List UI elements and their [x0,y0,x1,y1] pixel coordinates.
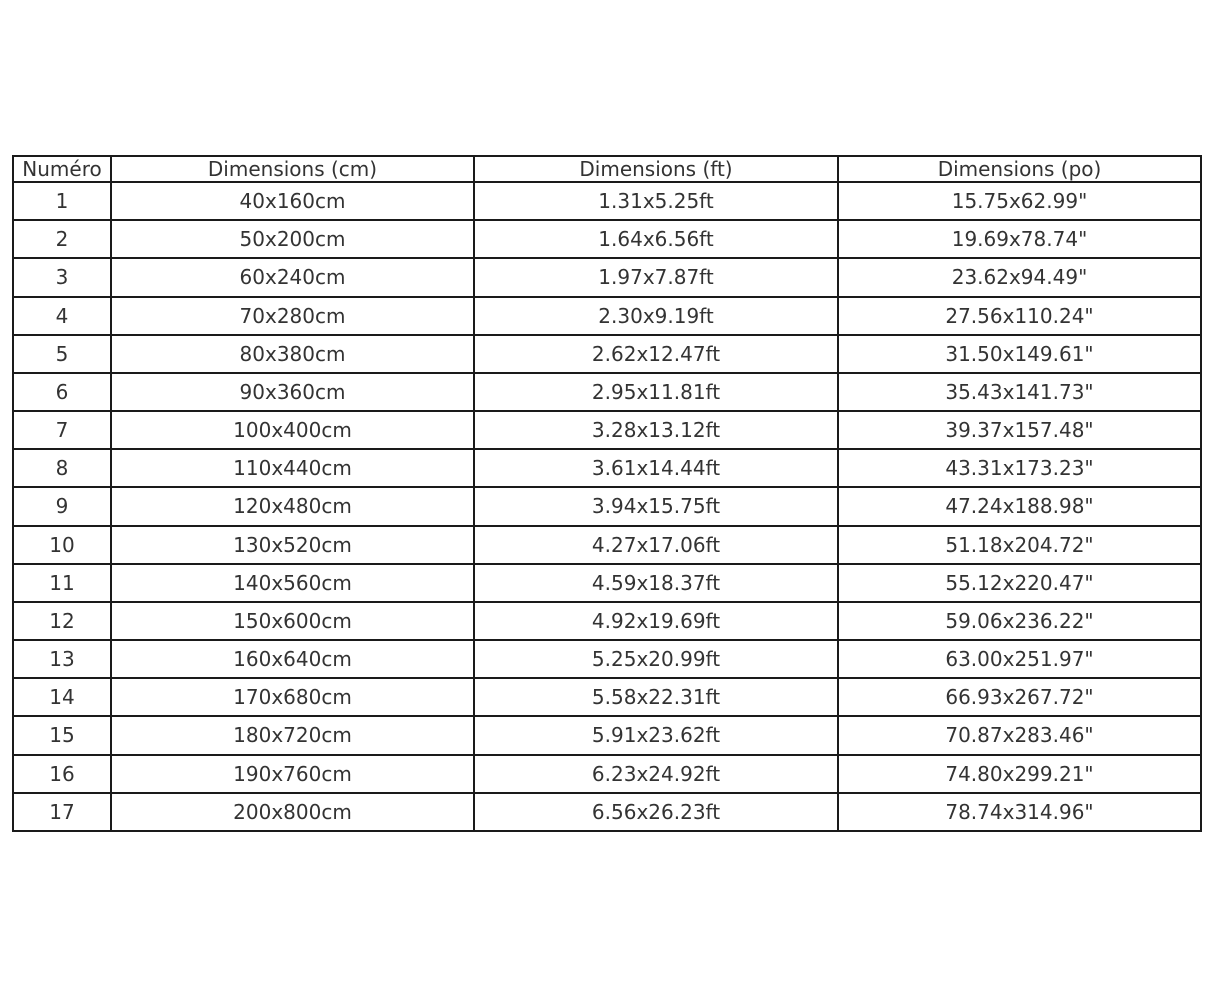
table-row [13,449,1201,487]
cell-dimensions_po: 66.93x267.72" [838,678,1201,716]
cell-dimensions_po: 70.87x283.46" [838,716,1201,754]
cell-dimensions_ft: 3.94x15.75ft [474,487,838,525]
cell-numero: 9 [13,487,111,525]
table-row [13,411,1201,449]
cell-dimensions_po: 63.00x251.97" [838,640,1201,678]
cell-numero: 4 [13,297,111,335]
table-row [13,258,1201,296]
cell-dimensions_po: 19.69x78.74" [838,220,1201,258]
cell-numero: 11 [13,564,111,602]
cell-dimensions_po: 59.06x236.22" [838,602,1201,640]
size-conversion-table-container [12,155,1202,832]
table-row [13,564,1201,602]
cell-dimensions_cm: 40x160cm [111,182,474,220]
cell-dimensions_cm: 130x520cm [111,526,474,564]
cell-dimensions_cm: 80x380cm [111,335,474,373]
cell-dimensions_cm: 160x640cm [111,640,474,678]
cell-dimensions_ft: 2.95x11.81ft [474,373,838,411]
cell-dimensions_po: 74.80x299.21" [838,755,1201,793]
cell-numero: 17 [13,793,111,831]
table-row [13,755,1201,793]
cell-dimensions_cm: 70x280cm [111,297,474,335]
cell-dimensions_cm: 140x560cm [111,564,474,602]
cell-dimensions_ft: 4.59x18.37ft [474,564,838,602]
cell-dimensions_po: 15.75x62.99" [838,182,1201,220]
cell-numero: 5 [13,335,111,373]
table-row [13,678,1201,716]
cell-dimensions_po: 78.74x314.96" [838,793,1201,831]
cell-dimensions_po: 31.50x149.61" [838,335,1201,373]
cell-numero: 6 [13,373,111,411]
cell-dimensions_po: 51.18x204.72" [838,526,1201,564]
cell-dimensions_ft: 5.91x23.62ft [474,716,838,754]
cell-dimensions_cm: 90x360cm [111,373,474,411]
cell-dimensions_ft: 1.31x5.25ft [474,182,838,220]
cell-dimensions_cm: 180x720cm [111,716,474,754]
cell-numero: 16 [13,755,111,793]
cell-numero: 1 [13,182,111,220]
table-row [13,602,1201,640]
table-row [13,716,1201,754]
cell-dimensions_cm: 60x240cm [111,258,474,296]
cell-dimensions_cm: 170x680cm [111,678,474,716]
cell-dimensions_ft: 1.64x6.56ft [474,220,838,258]
cell-numero: 2 [13,220,111,258]
column-header-dimensions_ft: Dimensions (ft) [474,156,838,182]
cell-numero: 14 [13,678,111,716]
cell-dimensions_ft: 3.61x14.44ft [474,449,838,487]
cell-dimensions_po: 39.37x157.48" [838,411,1201,449]
table-row [13,297,1201,335]
table-row [13,182,1201,220]
cell-numero: 10 [13,526,111,564]
column-header-dimensions_po: Dimensions (po) [838,156,1201,182]
table-row [13,793,1201,831]
cell-dimensions_cm: 50x200cm [111,220,474,258]
cell-dimensions_cm: 200x800cm [111,793,474,831]
cell-dimensions_ft: 6.23x24.92ft [474,755,838,793]
cell-dimensions_cm: 110x440cm [111,449,474,487]
cell-dimensions_ft: 3.28x13.12ft [474,411,838,449]
cell-dimensions_po: 55.12x220.47" [838,564,1201,602]
table-row [13,373,1201,411]
cell-dimensions_cm: 120x480cm [111,487,474,525]
cell-dimensions_ft: 1.97x7.87ft [474,258,838,296]
cell-dimensions_cm: 150x600cm [111,602,474,640]
cell-numero: 12 [13,602,111,640]
cell-numero: 7 [13,411,111,449]
cell-dimensions_cm: 190x760cm [111,755,474,793]
header-row [13,156,1201,182]
cell-dimensions_po: 47.24x188.98" [838,487,1201,525]
size-conversion-table [12,155,1202,832]
cell-dimensions_ft: 6.56x26.23ft [474,793,838,831]
table-row [13,335,1201,373]
cell-numero: 8 [13,449,111,487]
column-header-numero: Numéro [13,156,111,182]
column-header-dimensions_cm: Dimensions (cm) [111,156,474,182]
cell-numero: 15 [13,716,111,754]
cell-dimensions_ft: 5.58x22.31ft [474,678,838,716]
cell-numero: 3 [13,258,111,296]
cell-dimensions_po: 23.62x94.49" [838,258,1201,296]
cell-dimensions_po: 43.31x173.23" [838,449,1201,487]
table-row [13,526,1201,564]
cell-dimensions_ft: 4.27x17.06ft [474,526,838,564]
table-row [13,220,1201,258]
table-row [13,487,1201,525]
table-row [13,640,1201,678]
cell-dimensions_ft: 2.30x9.19ft [474,297,838,335]
cell-dimensions_cm: 100x400cm [111,411,474,449]
cell-dimensions_ft: 2.62x12.47ft [474,335,838,373]
cell-dimensions_ft: 4.92x19.69ft [474,602,838,640]
cell-numero: 13 [13,640,111,678]
cell-dimensions_ft: 5.25x20.99ft [474,640,838,678]
cell-dimensions_po: 27.56x110.24" [838,297,1201,335]
cell-dimensions_po: 35.43x141.73" [838,373,1201,411]
